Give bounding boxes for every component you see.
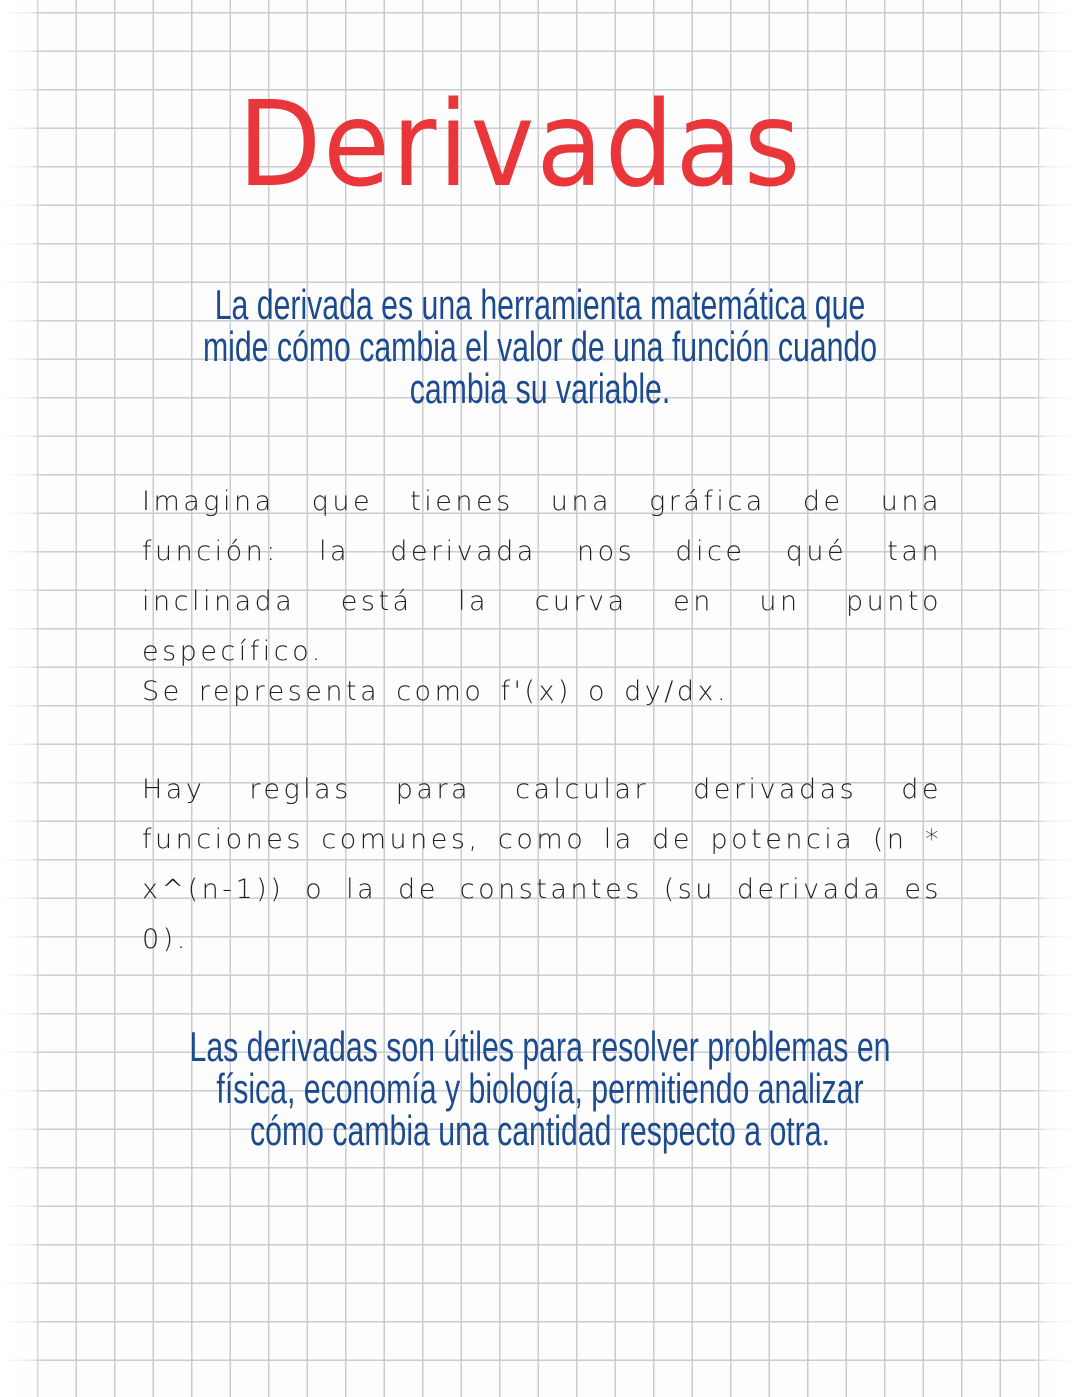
intro-definition: La derivada es una herramienta matemática que mide cómo cambia el valor de una función cuando cambia su variable. bbox=[202, 281, 878, 412]
conclusion-applications: Las derivadas son útiles para resolver problemas en física, economía y biología, permitiendo analizar cómo cambia una cantidad respecto a otra. bbox=[189, 1023, 891, 1154]
paragraph-notation: Se representa como f'(x) o dy/dx. bbox=[142, 676, 730, 707]
paragraph-graph-explanation: Imagina que tienes una gráfica de una función: la derivada nos dice qué tan inclinada está la curva en un punto específico. bbox=[142, 486, 942, 667]
paper-edge-right bbox=[1034, 0, 1080, 1397]
page-title: Derivadas bbox=[237, 75, 803, 213]
paper-edge-left bbox=[0, 0, 42, 1397]
paragraph-rules: Hay reglas para calcular derivadas de funciones comunes, como la de potencia (n * x^(n-1)) o la de constantes (su derivada es 0). bbox=[142, 774, 942, 955]
